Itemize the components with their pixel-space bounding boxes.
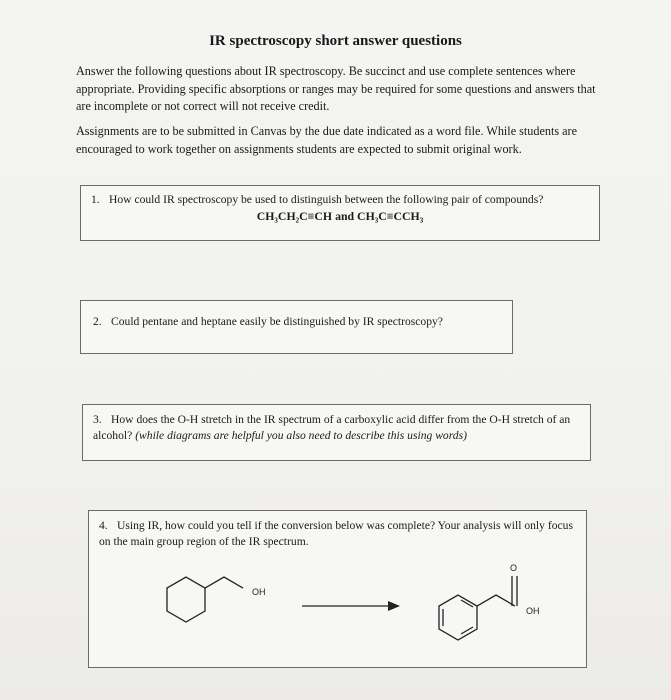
product-oh-label: OH: [526, 606, 540, 616]
cyclohexane-ring: [167, 577, 205, 622]
submission-paragraph: Assignments are to be submitted in Canvas by the due date indicated as a word file. While students are encouraged to work together on assignments students are expected to submit original work.: [76, 124, 578, 156]
question-1-text: 1. How could IR spectroscopy be used to distinguish between the following pair of compounds?: [91, 193, 544, 206]
question-2-text: 2. Could pentane and heptane easily be distinguished by IR spectroscopy?: [93, 315, 443, 328]
question-3-text: 3. How does the O-H stretch in the IR spectrum of a carboxylic acid differ from the O-H stretch of an alcohol? (while diagrams are helpful you also need to describe this using words): [93, 413, 571, 442]
formula-1-butyne: CH₃CH₂C≡CH: [256, 209, 333, 223]
formula-joiner: and: [335, 209, 355, 223]
product-chain: [477, 595, 515, 606]
formula-2-butyne: CH₃C≡CCH₃: [357, 209, 424, 223]
intro-paragraph: Answer the following questions about IR spectroscopy. Be succinct and use complete sentences where appropriate. Providing specific absorptions or ranges may be required for some questions and answers that are incomplete or not correct will not receive credit.: [76, 64, 596, 113]
page-title: IR spectroscopy short answer questions: [209, 33, 462, 49]
reactant-oh-label: OH: [252, 587, 266, 597]
question-4-text: 4. Using IR, how could you tell if the conversion below was complete? Your analysis will only focus on the main group region of the IR spectrum.: [99, 519, 573, 548]
question-3-note: (while diagrams are helpful you also need to describe this using words): [135, 429, 467, 442]
arrow-head: [388, 601, 400, 611]
carbonyl-o-label: O: [510, 563, 518, 573]
reactant-chain: [205, 577, 243, 588]
benzene-ring: [439, 595, 477, 640]
